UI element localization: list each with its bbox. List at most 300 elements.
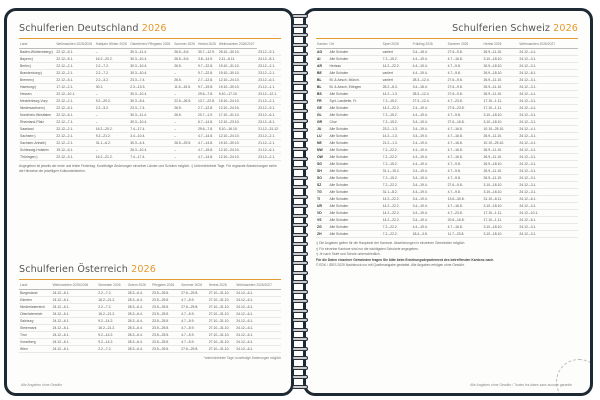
- de-notes: [19, 164, 281, 173]
- table-cell: 27.10.–31.10.: [208, 346, 236, 353]
- table-cell: AR: [316, 63, 328, 70]
- table-row: [316, 224, 578, 231]
- at-title-rule: [19, 279, 281, 280]
- table-cell: 26.9.–11.10.: [482, 147, 518, 154]
- table-cell: 12.10.–24.10.: [218, 154, 257, 161]
- table-cell: 4.7.–9.8.: [447, 161, 483, 168]
- table-cell: 30.3.–11.4.: [129, 112, 173, 119]
- table-cell: 24.12.–3.1.: [518, 182, 578, 189]
- table-cell: Alle Schulen: [328, 105, 381, 112]
- table-cell: Salzburg: [19, 318, 52, 325]
- table-row: [316, 154, 578, 161]
- table-cell: 14.2.–22.2.: [382, 196, 412, 203]
- table-cell: 26.5.: [173, 63, 197, 70]
- table-cell: Niederösterreich: [19, 304, 52, 311]
- table-cell: 22.12.–2.1.: [55, 133, 94, 140]
- table-cell: AG: [316, 49, 328, 56]
- table-row: [19, 105, 281, 112]
- table-cell: 24.12.–6.1.: [235, 325, 281, 332]
- table-cell: 27.10.–31.10.: [208, 304, 236, 311]
- table-cell: 27.10.–31.10.: [208, 332, 236, 339]
- spiral-ring: [292, 280, 308, 284]
- table-row: [19, 126, 281, 133]
- table-row: [316, 161, 578, 168]
- table-cell: 24.12.–6.1.: [52, 311, 98, 318]
- table-cell: 2.4.–19.4.: [412, 105, 447, 112]
- table-cell: 10.10.–25.10.: [482, 140, 518, 147]
- table-cell: 3.10.–18.10.: [482, 189, 518, 196]
- spiral-ring: [292, 43, 308, 47]
- spiral-ring: [292, 328, 308, 332]
- table-cell: 5.10.–16.10.: [218, 126, 257, 133]
- table-cell: 27.6.–9.8.: [447, 84, 483, 91]
- table-cell: 19.10.–30.10.: [218, 70, 257, 77]
- table-cell: 2.11.–6.11.: [218, 56, 257, 63]
- table-cell: 24.12.–6.1.: [52, 290, 98, 297]
- spiral-ring: [292, 375, 308, 379]
- table-cell: 21.12.–2.1.: [257, 98, 281, 105]
- table-cell: 3.10.–18.10.: [482, 203, 518, 210]
- table-cell: 13.6.–30.8.: [447, 196, 483, 203]
- table-row: [19, 84, 281, 91]
- table-cell: 22.12.–7.1.: [55, 119, 94, 126]
- table-cell: Alle Schulen: [328, 56, 381, 63]
- ch-copyright: © EDK / IDES 2025 Nachdruck nur mit Quellenangabe gestattet. Alle Angaben erfolgen ohne Gewähr.: [316, 263, 465, 268]
- table-cell: 23.12.–12.1.: [257, 91, 281, 98]
- table-cell: 29.6.–7.8.: [197, 91, 218, 98]
- table-row: [316, 126, 578, 133]
- table-cell: 19.12.–6.1.: [55, 147, 94, 154]
- table-cell: TG: [316, 189, 328, 196]
- table-cell: 7.2.–22.2.: [382, 224, 412, 231]
- table-cell: 17.10.–1.11.: [482, 210, 518, 217]
- spiral-ring: [292, 71, 308, 75]
- table-cell: 24.12.–4.1.: [518, 91, 578, 98]
- table-row: [316, 98, 578, 105]
- column-header: Ostern 2026: [127, 282, 151, 290]
- table-cell: Thüringen¹): [19, 154, 55, 161]
- table-row: [19, 112, 281, 119]
- table-cell: 4.7.–5.9.: [180, 318, 208, 325]
- table-cell: Sachsen-Anhalt¹): [19, 140, 55, 147]
- table-cell: 27.6.–29.8.: [180, 304, 208, 311]
- spiral-ring: [292, 33, 308, 37]
- table-cell: 28.3.–6.4.: [127, 346, 151, 353]
- table-cell: 2.2.–3.2.: [95, 105, 129, 112]
- table-cell: –: [173, 154, 197, 161]
- table-cell: Sachsen¹): [19, 133, 55, 140]
- table-cell: 2.2.–7.2.: [97, 346, 127, 353]
- table-cell: 30.3.–10.4.: [129, 119, 173, 126]
- spiral-ring: [292, 52, 308, 56]
- table-cell: –: [95, 147, 129, 154]
- table-cell: 3.4.–19.4.: [412, 126, 447, 133]
- table-cell: 3.4.–10.4.: [129, 133, 173, 140]
- table-cell: GL: [316, 112, 328, 119]
- table-cell: 24.12.–3.1.: [518, 189, 578, 196]
- table-cell: 24.12.–10.1.: [518, 210, 578, 217]
- table-cell: 4.7.–14.8.: [197, 140, 218, 147]
- table-row: [19, 119, 281, 126]
- table-cell: 24.12.–6.1.: [518, 196, 578, 203]
- spiral-ring: [292, 318, 308, 322]
- ch-title-text: Schulferien Schweiz: [452, 23, 551, 34]
- spiral-ring: [292, 119, 308, 123]
- table-cell: 24.12.–6.1.: [235, 290, 281, 297]
- table-cell: 30.3.–8.4.: [129, 98, 173, 105]
- de-title: [19, 23, 281, 34]
- de-title-text: Schulferien Deutschland: [19, 23, 139, 34]
- at-note: *unterrichtsfreie Tage; kurzfristige Änderungen möglich: [203, 356, 281, 360]
- table-cell: 30.3.–10.4.: [129, 70, 173, 77]
- table-cell: GR: [316, 119, 328, 126]
- column-header: Land: [19, 41, 55, 49]
- table-cell: 14.2.–22.2.: [382, 217, 412, 224]
- table-cell: 23.5.–25.5.: [151, 290, 180, 297]
- table-cell: 4.7.–16.8.: [447, 133, 483, 140]
- table-row: [19, 133, 281, 140]
- table-cell: Bayern¹): [19, 56, 55, 63]
- table-cell: 24.12.–6.1.: [235, 332, 281, 339]
- table-cell: 7.2.–15.2.: [382, 119, 412, 126]
- table-cell: –: [95, 49, 129, 56]
- table-cell: 24.12.–6.1.: [52, 318, 98, 325]
- column-header: Halbjahr Winter 2026: [95, 41, 129, 49]
- table-cell: 24.12.–6.1.: [52, 332, 98, 339]
- table-cell: 22.12.–5.1.: [55, 105, 94, 112]
- table-cell: 4.7.–9.8.: [447, 175, 483, 182]
- table-cell: 4.7.–14.8.: [197, 133, 218, 140]
- table-cell: 19.10.–30.10.: [218, 140, 257, 147]
- table-cell: variiert: [382, 70, 412, 77]
- table-cell: 4.4.–19.4.: [412, 147, 447, 154]
- table-cell: 28.3.–6.4.: [127, 304, 151, 311]
- table-cell: 24.12.–3.1.: [518, 98, 578, 105]
- table-cell: 3.4.–18.4.: [412, 49, 447, 56]
- at-holiday-table: [19, 282, 281, 353]
- table-cell: 27.10.–31.10.: [208, 318, 236, 325]
- table-row: [316, 56, 578, 63]
- table-cell: 23.5.–25.5.: [151, 318, 180, 325]
- spiral-ring: [292, 299, 308, 303]
- table-cell: BS: [316, 91, 328, 98]
- table-cell: 28.3.–6.4.: [127, 332, 151, 339]
- table-cell: 23.12.–2.1.: [257, 63, 281, 70]
- table-cell: 7.2.–15.2.: [382, 56, 412, 63]
- table-row: [316, 140, 578, 147]
- table-cell: Alle Schulen: [328, 154, 381, 161]
- spiral-ring: [292, 81, 308, 85]
- table-cell: 3.10.–18.10.: [482, 231, 518, 238]
- table-cell: 24.12.–6.1.: [52, 346, 98, 353]
- table-cell: 7.4.–17.4.: [129, 154, 173, 161]
- table-cell: 30.3.–10.4.: [129, 91, 173, 98]
- spiral-ring: [292, 309, 308, 313]
- table-cell: 30.7.–12.9.: [197, 49, 218, 56]
- table-cell: 26.9.–18.10.: [482, 161, 518, 168]
- table-cell: GE: [316, 105, 328, 112]
- table-row: [19, 346, 281, 353]
- table-cell: 23.12.–2.1.: [257, 154, 281, 161]
- table-cell: 26.10.–30.10.: [218, 49, 257, 56]
- table-cell: Saarland: [19, 126, 55, 133]
- table-cell: 17.10.–1.11.: [482, 105, 518, 112]
- table-cell: Alle Schulen: [328, 161, 381, 168]
- table-cell: Vorarlberg: [19, 339, 52, 346]
- table-cell: 7.2.–15.2.: [382, 98, 412, 105]
- table-cell: 26.9.–11.10.: [482, 49, 518, 56]
- table-row: [19, 297, 281, 304]
- table-cell: 24.12.–6.1.: [235, 304, 281, 311]
- table-cell: 2.2.–7.2.: [97, 290, 127, 297]
- table-cell: 7.2.–15.2.: [382, 161, 412, 168]
- column-header: Herbst 2026: [208, 282, 236, 290]
- table-cell: 27.10.–31.10.: [208, 339, 236, 346]
- table-cell: 16.2.–20.2.: [95, 126, 129, 133]
- table-cell: 4.4.–19.4.: [412, 112, 447, 119]
- table-cell: Alle Schulen: [328, 196, 381, 203]
- table-cell: LU: [316, 133, 328, 140]
- table-cell: 23.5.–25.5.: [151, 325, 180, 332]
- table-cell: –: [173, 147, 197, 154]
- table-cell: 28.3.–6.4.: [127, 290, 151, 297]
- table-row: [19, 63, 281, 70]
- table-cell: 4.7.–9.8.: [447, 63, 483, 70]
- table-row: [19, 70, 281, 77]
- ch-title-rule: [316, 38, 578, 39]
- table-cell: 3.10.–18.10.: [482, 182, 518, 189]
- table-row: [316, 133, 578, 140]
- table-cell: 2.3.–13.3.: [129, 84, 173, 91]
- ch-title: [316, 23, 578, 34]
- table-cell: –: [173, 91, 197, 98]
- table-cell: VS: [316, 217, 328, 224]
- table-cell: Alle Schulen: [328, 224, 381, 231]
- table-cell: ZH: [316, 231, 328, 238]
- table-cell: 23.5.–25.5.: [151, 332, 180, 339]
- table-row: [316, 119, 578, 126]
- table-cell: 27.6.–9.8.: [447, 182, 483, 189]
- table-cell: 21.2.–1.3.: [382, 140, 412, 147]
- table-row: [316, 77, 578, 84]
- table-cell: 2.4.–19.4.: [412, 140, 447, 147]
- table-cell: 4.7.–16.8.: [447, 147, 483, 154]
- table-cell: 16.2.–21.2.: [95, 154, 129, 161]
- table-cell: 23.5.–25.5.: [151, 311, 180, 318]
- table-cell: 9.7.–22.8.: [197, 63, 218, 70]
- table-cell: Alle Schulen: [328, 217, 381, 224]
- table-cell: –: [95, 119, 129, 126]
- table-cell: 24.12.–3.1.: [518, 203, 578, 210]
- table-cell: Chur: [328, 119, 381, 126]
- spiral-ring: [292, 195, 308, 199]
- table-cell: 27.6.–29.8.: [180, 290, 208, 297]
- table-cell: 22.12.–6.1.: [55, 112, 94, 119]
- table-cell: 30.3.–11.4.: [129, 49, 173, 56]
- spiral-ring: [292, 356, 308, 360]
- table-cell: –: [95, 112, 129, 119]
- table-cell: 26.5.: [173, 112, 197, 119]
- table-cell: Alle Schulen: [328, 133, 381, 140]
- table-cell: NE: [316, 140, 328, 147]
- table-cell: 27.6.–9.8.: [447, 49, 483, 56]
- spiral-ring: [292, 100, 308, 104]
- table-cell: 3.10.–18.10.: [482, 224, 518, 231]
- table-cell: 22.12.–2.1.: [55, 140, 94, 147]
- table-cell: 6.7.–14.8.: [197, 119, 218, 126]
- table-cell: 24.12.–3.1.: [518, 119, 578, 126]
- table-cell: 24.12.–3.1.: [518, 133, 578, 140]
- table-cell: Alle Schulen: [328, 189, 381, 196]
- table-row: [316, 210, 578, 217]
- column-header: Weihnachten 2025/2026: [52, 282, 98, 290]
- table-cell: 3.10.–18.10.: [482, 56, 518, 63]
- table-cell: AI: [316, 56, 328, 63]
- table-cell: variiert: [382, 77, 412, 84]
- table-cell: 30.3.–4.4.: [129, 140, 173, 147]
- table-cell: 26.9.–11.10.: [482, 84, 518, 91]
- table-cell: 20.7.–1.9.: [197, 112, 218, 119]
- table-cell: 23.12.–9.1.: [257, 105, 281, 112]
- table-cell: Alle Schulen: [328, 126, 381, 133]
- table-cell: 31.10.–8.11.: [482, 196, 518, 203]
- table-cell: 12.10.–24.10.: [218, 133, 257, 140]
- table-cell: 24.12.–8.1.: [257, 56, 281, 63]
- table-cell: 4.7.–5.9.: [180, 325, 208, 332]
- table-cell: 24.12.–4.1.: [518, 126, 578, 133]
- table-cell: 23.12.–6.1.: [257, 77, 281, 84]
- table-cell: 12.10.–24.10.: [218, 147, 257, 154]
- table-cell: 17.12.–2.1.: [55, 84, 94, 91]
- table-cell: Alle Schulen: [328, 210, 381, 217]
- table-row: [316, 203, 578, 210]
- table-cell: 5.10.–17.10.: [218, 91, 257, 98]
- right-page-content: [306, 11, 590, 393]
- column-header: Kanton: [316, 41, 328, 49]
- table-cell: 24.12.–3.1.: [518, 168, 578, 175]
- table-cell: 9.2.–14.2.: [97, 339, 127, 346]
- table-row: [19, 325, 281, 332]
- table-cell: 13.7.–22.8.: [197, 98, 218, 105]
- table-cell: 27.3.–12.4.: [412, 98, 447, 105]
- column-header: Sport 2026: [382, 41, 412, 49]
- table-cell: Bl. & Aesch, Ettingen: [328, 84, 381, 91]
- table-cell: 24.12.–6.1.: [52, 297, 98, 304]
- table-row: [19, 332, 281, 339]
- table-row: [316, 168, 578, 175]
- table-cell: 16.2.–20.2.: [95, 56, 129, 63]
- table-cell: 4.7.–5.9.: [180, 339, 208, 346]
- table-cell: 3.8.–14.9.: [197, 56, 218, 63]
- table-cell: Alle Schulen: [328, 203, 381, 210]
- table-cell: 4.7.–9.8.: [447, 112, 483, 119]
- table-cell: Baden-Württemberg¹): [19, 49, 55, 56]
- table-cell: BE: [316, 70, 328, 77]
- table-cell: 31.1.–15.2.: [382, 168, 412, 175]
- table-cell: 22.12.–3.1.: [55, 154, 94, 161]
- column-header: Weihnachten 2026/2027: [218, 41, 257, 49]
- table-cell: 18.4.–3.5.: [412, 231, 447, 238]
- table-cell: 7.2.–22.2.: [382, 147, 412, 154]
- table-cell: 4.7.–9.8.: [447, 70, 483, 77]
- right-page: [303, 8, 593, 396]
- column-header: Sommer 2026: [173, 41, 197, 49]
- table-cell: 3.4.–19.4.: [412, 203, 447, 210]
- table-row: [19, 91, 281, 98]
- table-cell: 4.7.–16.8.: [447, 126, 483, 133]
- spiral-ring: [292, 385, 308, 389]
- table-cell: 27.6.–9.8.: [447, 91, 483, 98]
- table-cell: 4.7.–16.8.: [447, 203, 483, 210]
- spiral-ring: [292, 185, 308, 189]
- column-header: Weihnachten 2026/2027: [518, 41, 578, 49]
- table-cell: 4.4.–19.4.: [412, 161, 447, 168]
- table-cell: 14.2.–1.3.: [382, 133, 412, 140]
- table-cell: 28.3.–12.4.: [412, 77, 447, 84]
- table-cell: 27.10.–31.10.: [208, 311, 236, 318]
- table-cell: 24.12.–3.1.: [518, 56, 578, 63]
- table-cell: 23.5.–25.5.: [151, 304, 180, 311]
- table-row: [19, 56, 281, 63]
- spiral-ring: [292, 109, 308, 113]
- table-cell: 3.4.–18.4.: [412, 84, 447, 91]
- left-page: [4, 8, 294, 396]
- table-row: [316, 189, 578, 196]
- table-cell: 2.2.–7.2.: [95, 70, 129, 77]
- table-cell: 28.2.–8.3.: [382, 84, 412, 91]
- table-row: [316, 63, 578, 70]
- table-cell: 23.12.–2.1.: [257, 70, 281, 77]
- table-cell: 22.5.–26.5.: [173, 98, 197, 105]
- table-cell: OW: [316, 154, 328, 161]
- table-cell: Sprt. Landteile, Fr.: [328, 98, 381, 105]
- table-cell: 27.10.–31.10.: [208, 297, 236, 304]
- column-header: Frühling 2026: [412, 41, 447, 49]
- table-cell: SG: [316, 161, 328, 168]
- table-cell: –: [173, 126, 197, 133]
- table-cell: 17.10.–1.11.: [482, 217, 518, 224]
- table-cell: 26.5.–29.5.: [173, 140, 197, 147]
- table-cell: 9.2.–20.2.: [95, 98, 129, 105]
- table-cell: 26.9.–18.10.: [482, 63, 518, 70]
- table-cell: 2.2.–7.2.: [95, 63, 129, 70]
- table-cell: 4.7.–5.9.: [180, 311, 208, 318]
- table-cell: 4.7.–15.8.: [197, 147, 218, 154]
- table-cell: 22.12.–5.1.: [55, 77, 94, 84]
- spiral-ring: [292, 242, 308, 246]
- de-notes-text: Angegeben ist jeweils der erste und letzte Ferientag. Kurzfristige Änderungen einzelner Länder und Schulen möglich. ¹) Unterrichtsfreie Tage. Für regionale Abweichungen siehe die Hinweise der jeweiligen Kultusministerien.: [19, 164, 277, 173]
- table-cell: JU: [316, 126, 328, 133]
- table-cell: 27.6.–9.8.: [447, 77, 483, 84]
- table-cell: 19.10.–31.10.: [218, 63, 257, 70]
- spiral-ring: [292, 128, 308, 132]
- table-cell: ZG: [316, 224, 328, 231]
- table-row: [19, 290, 281, 297]
- table-cell: 2.7.–12.8.: [197, 77, 218, 84]
- table-cell: 26.5.: [173, 105, 197, 112]
- spiral-ring: [292, 347, 308, 351]
- de-title-rule: [19, 38, 281, 39]
- table-row: [19, 49, 281, 56]
- table-cell: BL: [316, 77, 328, 84]
- table-cell: 24.12.–4.1.: [518, 140, 578, 147]
- table-row: [19, 304, 281, 311]
- spiral-ring: [292, 214, 308, 218]
- table-row: [316, 175, 578, 182]
- table-cell: 21.12.–1.1.: [257, 84, 281, 91]
- table-cell: 26.3.–10.4.: [129, 147, 173, 154]
- table-cell: SO: [316, 175, 328, 182]
